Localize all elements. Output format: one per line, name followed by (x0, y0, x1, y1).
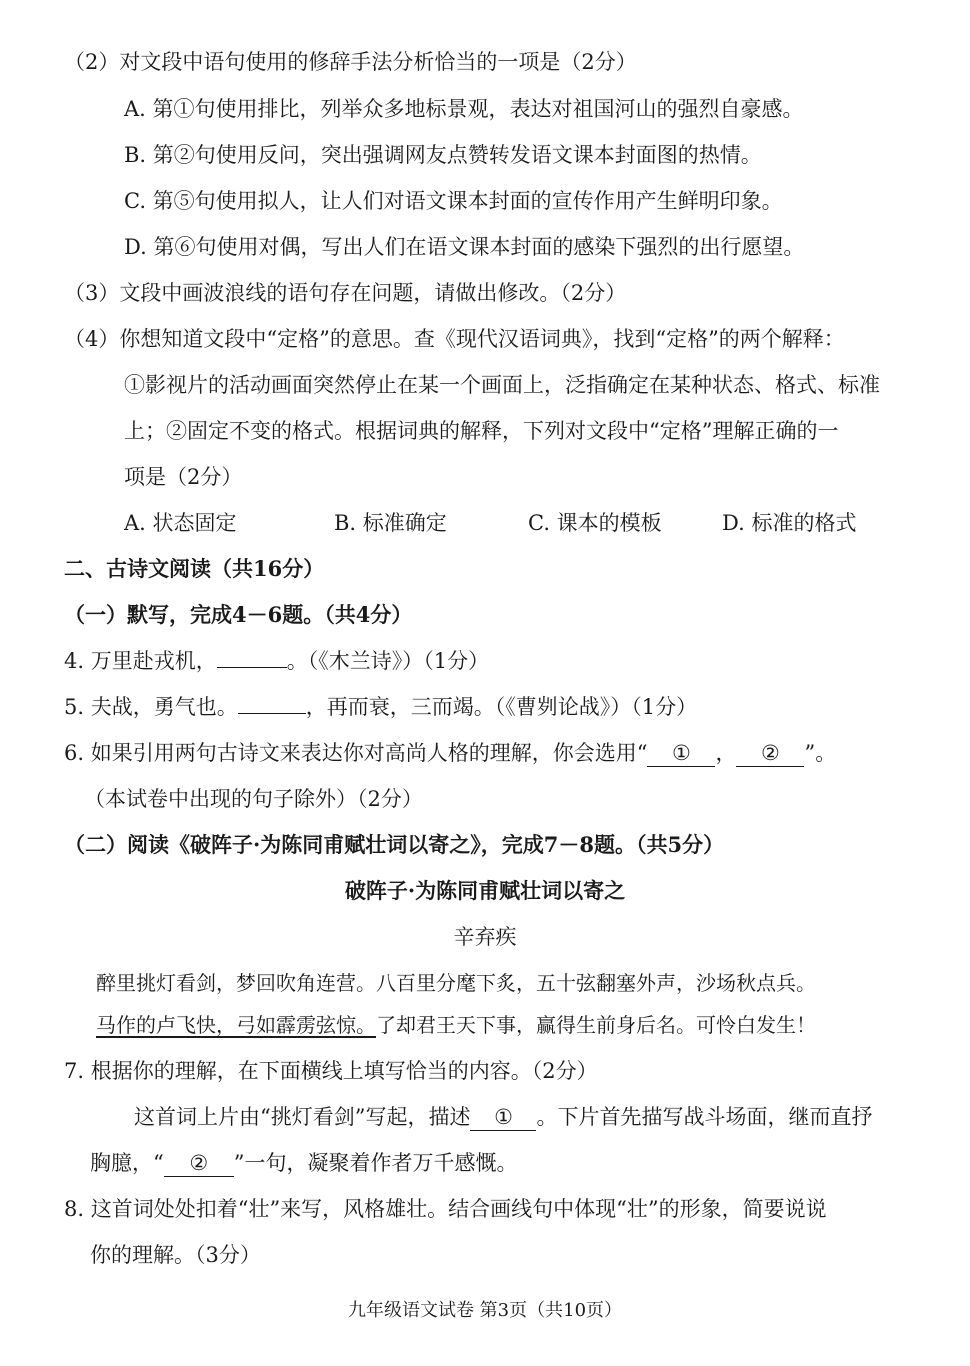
question-6-comma: ， (715, 741, 737, 765)
page-footer: 九年级语文试卷 第3页（共10页） (347, 1300, 623, 1321)
question-2-option-b: B. 第②句使用反问，突出强调网友点赞转发语文课本封面图的热情。 (124, 143, 762, 167)
question-4-dictation-suffix: 。（《木兰诗》）（1分） (286, 649, 490, 673)
question-7-stem: 7. 根据你的理解，在下面横线上填写恰当的内容。（2分） (64, 1059, 598, 1083)
question-7-line-2-prefix: 胸臆，“ (90, 1151, 164, 1175)
question-5-dictation (64, 692, 697, 722)
question-6-prefix: 6. 如果引用两句古诗文来表达你对高尚人格的理解，你会选用“ (64, 741, 648, 765)
question-4-option-b: B. 标准确定 (334, 511, 447, 535)
question-4-option-a: A. 状态固定 (124, 511, 237, 535)
question-7-line-1-suffix: 。下片首先描写战斗场面，继而直抒 (536, 1105, 873, 1129)
part-1-heading: （一）默写，完成4－6题。（共4分） (64, 602, 413, 627)
section-2-title: 二、古诗文阅读（共16分） (64, 556, 325, 581)
question-4-option-c: C. 课本的模板 (528, 511, 662, 535)
question-6-note: （本试卷中出现的句子除外）（2分） (84, 787, 423, 811)
question-7-line-2-suffix: ”一句，凝聚着作者万千感慨。 (233, 1151, 518, 1175)
poem-line-1: 醉里挑灯看剑，梦回吹角连营。八百里分麾下炙，五十弦翻塞外声，沙场秋点兵。 (96, 971, 816, 995)
question-4-stem: （4）你想知道文段中“定格”的意思。查《现代汉语词典》，找到“定格”的两个解释： (64, 327, 845, 351)
question-6-suffix: ”。 (804, 741, 837, 765)
question-4-option-d: D. 标准的格式 (722, 511, 857, 535)
question-2-option-d: D. 第⑥句使用对偶，写出人们在语文课本封面的感染下强烈的出行愿望。 (124, 235, 805, 259)
question-2-stem: （2）对文段中语句使用的修辞手法分析恰当的一项是（2分） (64, 50, 637, 74)
poem-title: 破阵子·为陈同甫赋壮词以寄之 (344, 878, 626, 903)
question-3-stem: （3）文段中画波浪线的语句存在问题，请做出修改。（2分） (64, 281, 627, 305)
poem-author: 辛弃疾 (453, 925, 517, 949)
question-2-option-c: C. 第⑤句使用拟人，让人们对语文课本封面的宣传作用产生鲜明印象。 (124, 189, 783, 213)
question-7-line-1 (134, 1102, 872, 1132)
part-2-heading: （二）阅读《破阵子·为陈同甫赋壮词以寄之》，完成7－8题。（共5分） (64, 832, 725, 857)
question-5-prefix: 5. 夫战，勇气也。 (64, 695, 238, 719)
question-4-stem-end: 项是（2分） (124, 465, 243, 489)
question-4-definition-line2: 上；②固定不变的格式。根据词典的解释，下列对文段中“定格”理解正确的一 (124, 419, 839, 443)
question-5-suffix: ，再而衰，三而竭。（《曹刿论战》）（1分） (305, 695, 698, 719)
answer-blank-1[interactable]: ① (470, 1104, 536, 1131)
question-7-line-2 (90, 1148, 518, 1178)
question-6 (64, 738, 836, 768)
question-7-line-1-prefix: 这首词上片由“挑灯看剑”写起，描述 (134, 1105, 471, 1129)
answer-blank[interactable] (238, 713, 306, 714)
question-8-stem-end: 你的理解。（3分） (90, 1243, 261, 1267)
answer-blank-2[interactable]: ② (736, 740, 804, 767)
question-4-definition-line1: ①影视片的活动画面突然停止在某一个画面上，泛指确定在某种状态、格式、标准 (124, 373, 880, 397)
question-2-option-a: A. 第①句使用排比，列举众多地标景观，表达对祖国河山的强烈自豪感。 (124, 97, 804, 121)
question-4-dictation-prefix: 4. 万里赴戎机， (64, 649, 217, 673)
poem-line-2-rest: 了却君王天下事，赢得生前身后名。可怜白发生！ (376, 1013, 816, 1037)
question-4-dictation (64, 646, 489, 676)
poem-line-2 (96, 1010, 816, 1040)
question-8-stem: 8. 这首词处处扣着“壮”来写，风格雄壮。结合画线句中体现“壮”的形象，简要说说 (64, 1197, 827, 1221)
underlined-verse: 马作的卢飞快，弓如霹雳弦惊。 (96, 1013, 376, 1037)
answer-blank-1[interactable]: ① (647, 740, 715, 767)
answer-blank[interactable] (217, 667, 287, 668)
answer-blank-2[interactable]: ② (164, 1150, 234, 1177)
